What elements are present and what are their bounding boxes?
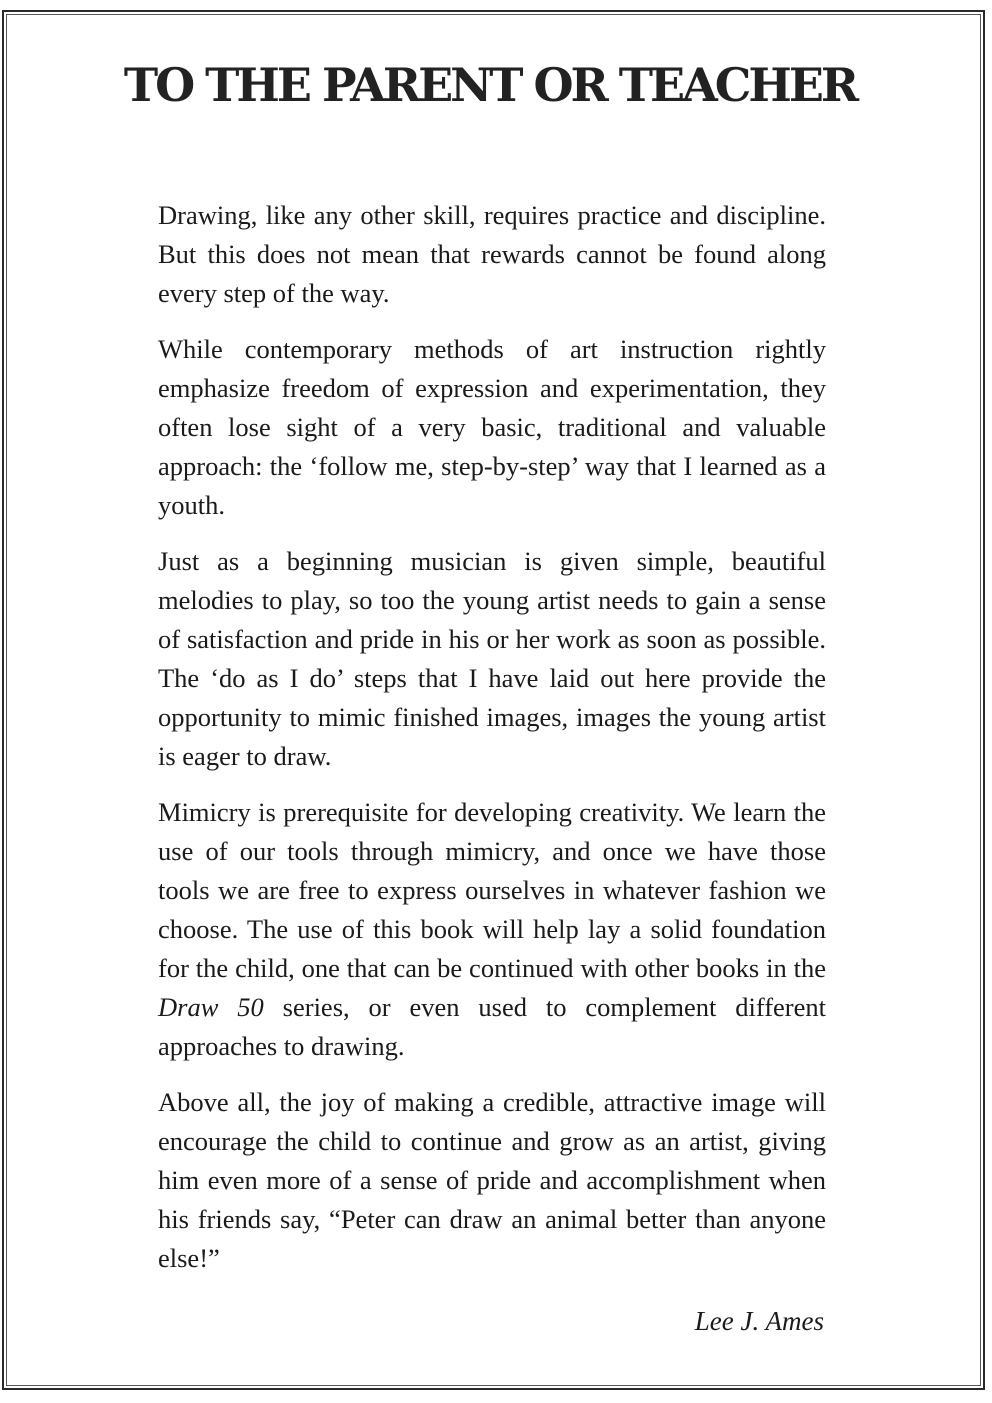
page-title: TO THE PARENT OR TEACHER — [123, 58, 857, 112]
paragraph-3: Just as a beginning musician is given simple, beautiful melodies to play, so too the young artist needs to gain a sense of satisfaction and pride in his or her work as soon as possible. The ‘do as I do’ steps that I have laid out here provide the opportunity to mimic finished images, images the young artist is eager to draw. — [158, 546, 826, 771]
paragraph-1: Drawing, like any other skill, requires practice and discipline. But this does not mean that rewards cannot be found along every step of the way. — [158, 200, 826, 308]
body-text — [158, 196, 826, 1295]
paragraph-4-text-after: series, or even used to complement different approaches to drawing. — [158, 992, 826, 1061]
paragraph-5: Above all, the joy of making a credible, attractive image will encourage the child to continue and grow as an artist, giving him even more of a sense of pride and accomplishment when his friends say, “Peter can draw an animal better than anyone else!” — [158, 1087, 826, 1273]
series-title: Draw 50 — [158, 992, 264, 1022]
paragraph-4 — [158, 793, 826, 1066]
paragraph-2: While contemporary methods of art instruction rightly emphasize freedom of expression and experimentation, they often lose sight of a very basic, traditional and valuable approach: the ‘follow me, step-by-step’ way that I learned as a youth. — [158, 334, 826, 520]
paragraph-4-text-before: Mimicry is prerequisite for developing creativity. We learn the use of our tools through mimicry, and once we have those tools we are free to express ourselves in whatever fashion we choose. The use of this book will help lay a solid foundation for the child, one that can be continued with other books in the — [158, 797, 826, 983]
author-signature: Lee J. Ames — [694, 1306, 824, 1336]
